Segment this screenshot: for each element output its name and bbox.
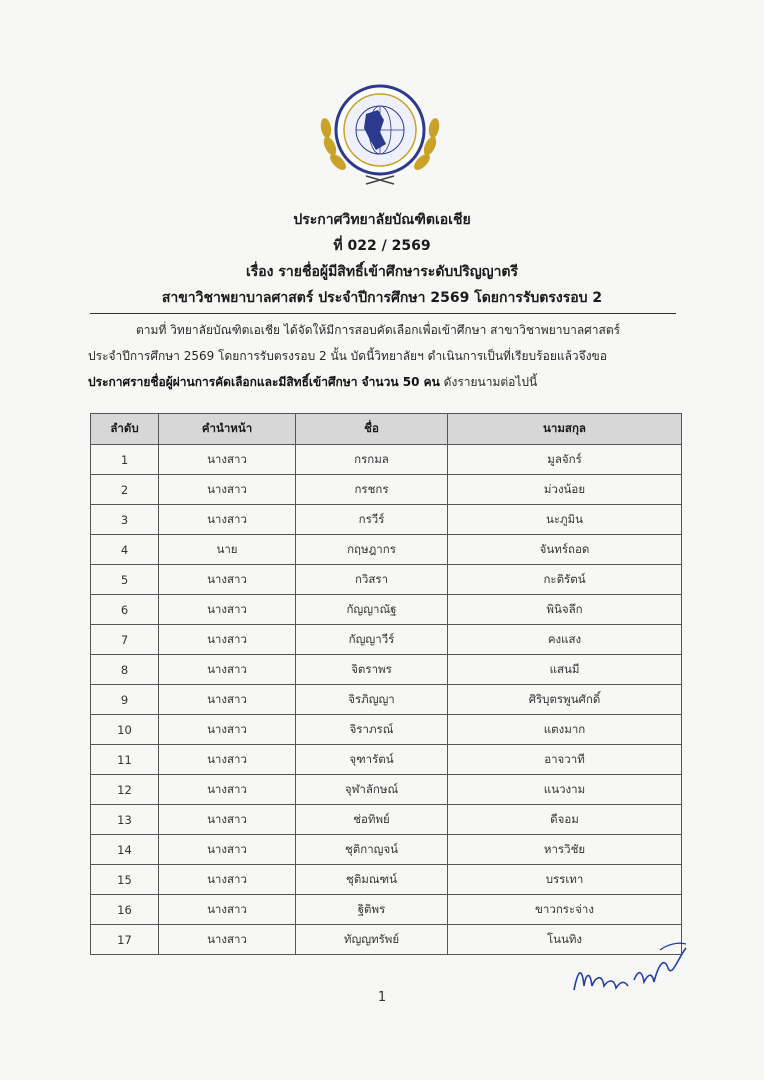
table-row	[91, 865, 682, 895]
table-row	[91, 625, 682, 655]
cell-prefix: นางสาว	[159, 865, 296, 895]
announcement-program: สาขาวิชาพยาบาลศาสตร์ ประจำปีการศึกษา 2569 โดยการรับตรงรอบ 2	[161, 290, 603, 306]
cell-first-name: กฤษฎากร	[296, 535, 448, 565]
table-row	[91, 445, 682, 475]
cell-order: 17	[91, 925, 159, 955]
cell-prefix: นางสาว	[159, 505, 296, 535]
cell-surname: จันทร์ถอด	[448, 535, 682, 565]
cell-order: 11	[91, 745, 159, 775]
cell-order: 2	[91, 475, 159, 505]
table-row	[91, 835, 682, 865]
cell-order: 13	[91, 805, 159, 835]
cell-order: 6	[91, 595, 159, 625]
cell-surname: คงแสง	[448, 625, 682, 655]
cell-order: 10	[91, 715, 159, 745]
cell-surname: พินิจลึก	[448, 595, 682, 625]
table-row	[91, 895, 682, 925]
cell-first-name: จิตราพร	[296, 655, 448, 685]
cell-prefix: นางสาว	[159, 475, 296, 505]
cell-prefix: นางสาว	[159, 445, 296, 475]
table-row	[91, 535, 682, 565]
cell-order: 9	[91, 685, 159, 715]
cell-surname: นะภูมิน	[448, 505, 682, 535]
announcement-subject: เรื่อง รายชื่อผู้มีสิทธิ์เข้าศึกษาระดับปริญญาตรี	[245, 264, 519, 280]
cell-order: 1	[91, 445, 159, 475]
cell-surname: แสนมี	[448, 655, 682, 685]
cell-prefix: นางสาว	[159, 805, 296, 835]
table-row	[91, 805, 682, 835]
cell-prefix: นางสาว	[159, 745, 296, 775]
intro-line-1: ตามที่ วิทยาลัยบัณฑิตเอเชีย ได้จัดให้มีการสอบคัดเลือกเพื่อเข้าศึกษา สาขาวิชาพยาบาลศาสตร์	[136, 323, 621, 337]
cell-surname: แนวงาม	[448, 775, 682, 805]
cell-order: 8	[91, 655, 159, 685]
cell-first-name: กรชกร	[296, 475, 448, 505]
cell-order: 12	[91, 775, 159, 805]
cell-first-name: กรกมล	[296, 445, 448, 475]
table-row	[91, 565, 682, 595]
cell-order: 3	[91, 505, 159, 535]
cell-surname: กะติรัตน์	[448, 565, 682, 595]
table-row	[91, 775, 682, 805]
cell-surname: แตงมาก	[448, 715, 682, 745]
cell-first-name: กัญญาณัฐ	[296, 595, 448, 625]
cell-order: 14	[91, 835, 159, 865]
cell-first-name: กวิสรา	[296, 565, 448, 595]
cell-surname: ดีจอม	[448, 805, 682, 835]
table-row	[91, 595, 682, 625]
header-divider	[90, 313, 676, 314]
cell-order: 4	[91, 535, 159, 565]
cell-prefix: นาย	[159, 535, 296, 565]
announcement-title: ประกาศวิทยาลัยบัณฑิตเอเชีย	[293, 212, 471, 228]
cell-order: 7	[91, 625, 159, 655]
table-row	[91, 505, 682, 535]
cell-surname: มูลจักร์	[448, 445, 682, 475]
cell-first-name: จิรภิญญา	[296, 685, 448, 715]
college-logo	[318, 80, 442, 192]
table-body	[91, 445, 682, 955]
cell-order: 16	[91, 895, 159, 925]
column-header-surname: นามสกุล	[448, 414, 682, 445]
cell-prefix: นางสาว	[159, 925, 296, 955]
table-row	[91, 655, 682, 685]
cell-first-name: ฐิติพร	[296, 895, 448, 925]
announcement-number: ที่ 022 / 2569	[333, 238, 431, 254]
cell-prefix: นางสาว	[159, 895, 296, 925]
table-row	[91, 475, 682, 505]
cell-first-name: ช่อทิพย์	[296, 805, 448, 835]
cell-prefix: นางสาว	[159, 835, 296, 865]
table-row	[91, 685, 682, 715]
intro-line-2: ประจำปีการศึกษา 2569 โดยการรับตรงรอบ 2 นั้น บัดนี้วิทยาลัยฯ ดำเนินการเป็นที่เรียบร้อยแล้วจึงขอ	[88, 349, 607, 363]
cell-surname: ขาวกระจ่าง	[448, 895, 682, 925]
admitted-students-table	[90, 413, 682, 955]
handwritten-signature	[568, 930, 692, 1002]
table-row	[91, 745, 682, 775]
cell-first-name: ทัญญทรัพย์	[296, 925, 448, 955]
cell-first-name: ชุติกาญจน์	[296, 835, 448, 865]
page-number: 1	[377, 990, 387, 1005]
cell-surname: ม่วงน้อย	[448, 475, 682, 505]
cell-first-name: กรวีร์	[296, 505, 448, 535]
cell-order: 15	[91, 865, 159, 895]
cell-first-name: กัญญาวีร์	[296, 625, 448, 655]
column-header-prefix: คำนำหน้า	[159, 414, 296, 445]
cell-prefix: นางสาว	[159, 655, 296, 685]
cell-prefix: นางสาว	[159, 595, 296, 625]
cell-first-name: จิราภรณ์	[296, 715, 448, 745]
cell-order: 5	[91, 565, 159, 595]
cell-surname: อาจวาที	[448, 745, 682, 775]
cell-prefix: นางสาว	[159, 715, 296, 745]
cell-surname: โนนทิง	[448, 925, 682, 955]
intro-line-3-rest: ดังรายนามต่อไปนี้	[439, 375, 538, 389]
cell-prefix: นางสาว	[159, 565, 296, 595]
cell-prefix: นางสาว	[159, 775, 296, 805]
cell-first-name: จุฑารัตน์	[296, 745, 448, 775]
cell-surname: บรรเทา	[448, 865, 682, 895]
intro-line-3-bold: ประกาศรายชื่อผู้ผ่านการคัดเลือกและมีสิทธิ์เข้าศึกษา จำนวน 50 คน	[88, 375, 440, 389]
cell-surname: หารวิชัย	[448, 835, 682, 865]
cell-prefix: นางสาว	[159, 685, 296, 715]
intro-line-3	[88, 373, 678, 392]
table-header-row	[91, 414, 682, 445]
column-header-first-name: ชื่อ	[296, 414, 448, 445]
cell-prefix: นางสาว	[159, 625, 296, 655]
cell-surname: ศิริบุตรพูนศักดิ์	[448, 685, 682, 715]
table-row	[91, 715, 682, 745]
column-header-order: ลำดับ	[91, 414, 159, 445]
cell-first-name: ชุติมณฑน์	[296, 865, 448, 895]
cell-first-name: จุฬาลักษณ์	[296, 775, 448, 805]
